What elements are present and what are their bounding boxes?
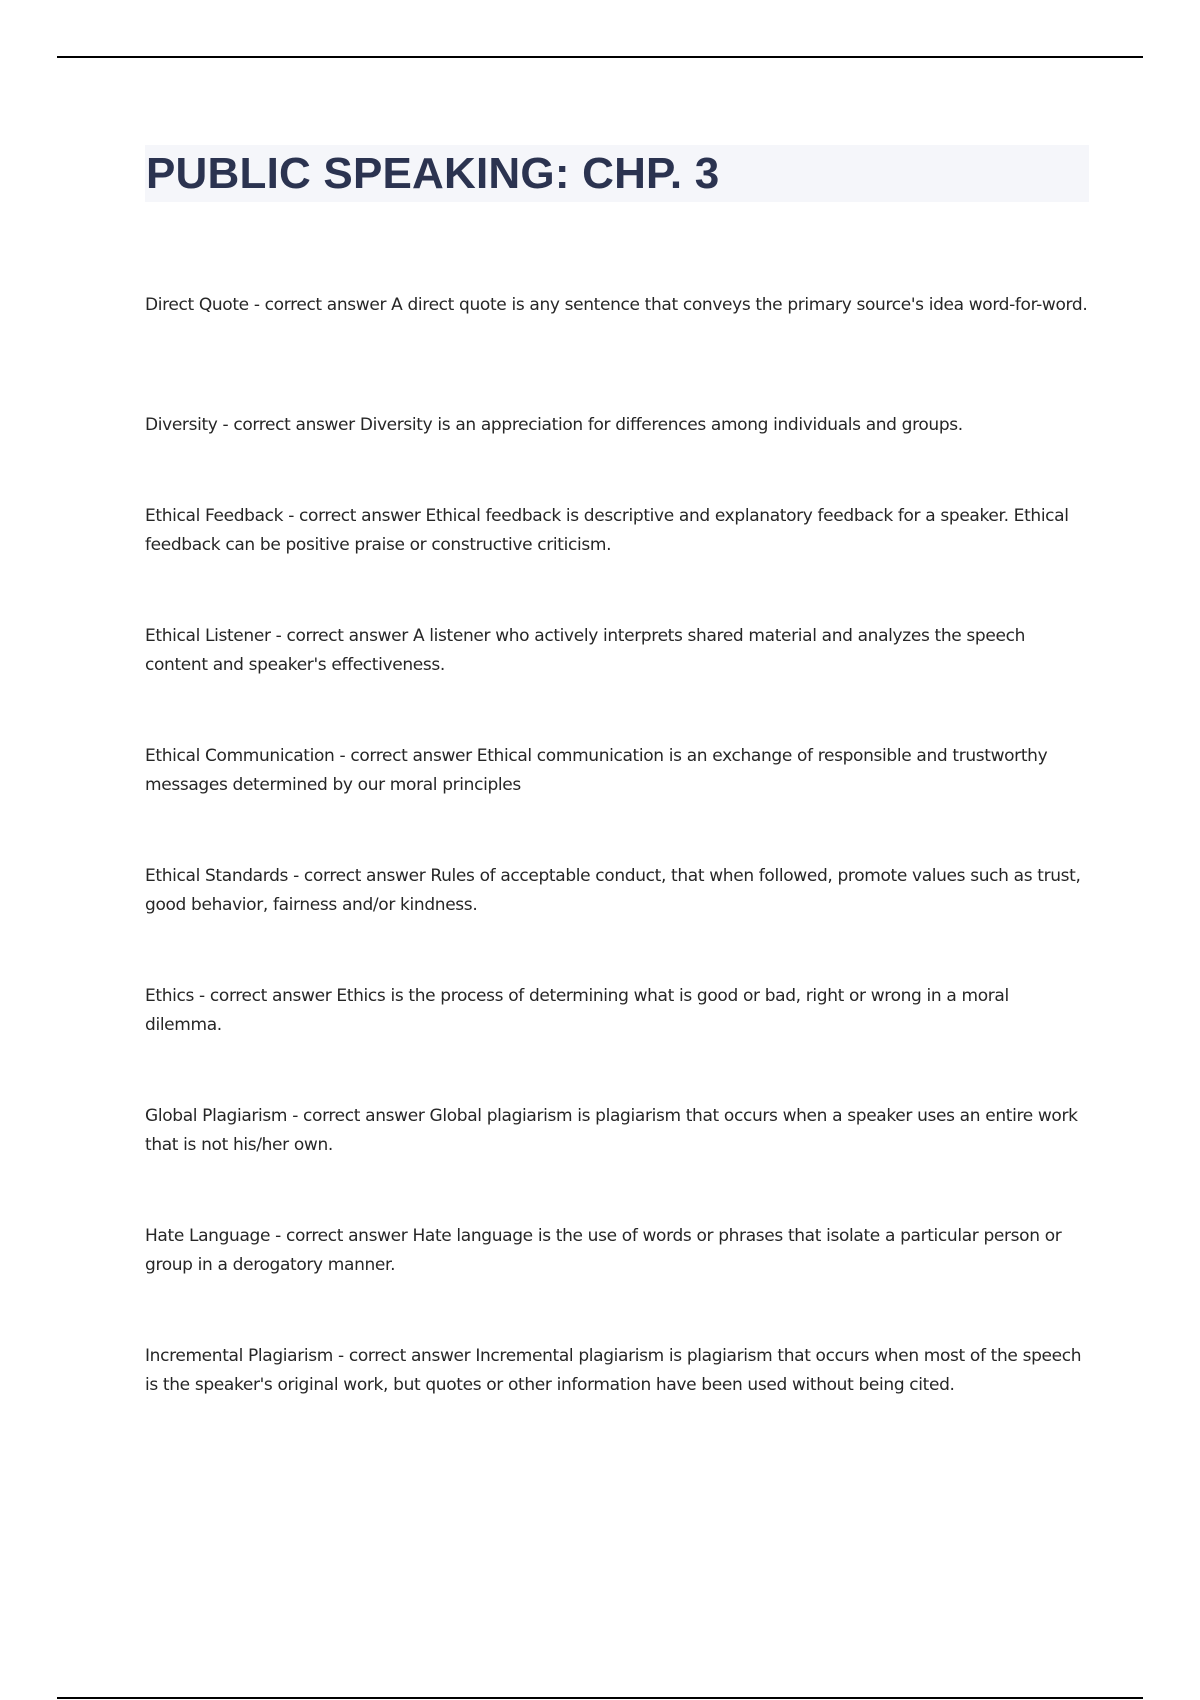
entry-global-plagiarism: Global Plagiarism - correct answer Global plagiarism is plagiarism that occurs when a speaker uses an entire work that is not his/her own. <box>145 1106 1078 1155</box>
entry-direct-quote: Direct Quote - correct answer A direct quote is any sentence that conveys the primary source's idea word-for-word. <box>145 295 1088 315</box>
entry-ethics: Ethics - correct answer Ethics is the process of determining what is good or bad, right or wrong in a moral dilemma. <box>145 986 1009 1035</box>
entry-ethical-feedback: Ethical Feedback - correct answer Ethical feedback is descriptive and explanatory feedback for a speaker. Ethical feedback can be positive praise or constructive criticism. <box>145 506 1069 555</box>
header-rule <box>57 56 1143 58</box>
page-title: PUBLIC SPEAKING: CHP. 3 <box>146 149 720 198</box>
entry-incremental-plagiarism: Incremental Plagiarism - correct answer Incremental plagiarism is plagiarism that occurs when most of the speech is the speaker's original work, but quotes or other information have been used without being cited. <box>145 1346 1082 1395</box>
entry-ethical-standards: Ethical Standards - correct answer Rules of acceptable conduct, that when followed, promote values such as trust, good behavior, fairness and/or kindness. <box>145 866 1081 915</box>
entry-ethical-listener: Ethical Listener - correct answer A listener who actively interprets shared material and analyzes the speech content and speaker's effectiveness. <box>145 626 1025 675</box>
entry-hate-language: Hate Language - correct answer Hate language is the use of words or phrases that isolate a particular person or group in a derogatory manner. <box>145 1226 1062 1275</box>
entry-diversity: Diversity - correct answer Diversity is an appreciation for differences among individuals and groups. <box>145 415 963 435</box>
footer-rule <box>57 1697 1143 1699</box>
entry-ethical-communication: Ethical Communication - correct answer Ethical communication is an exchange of responsible and trustworthy messages determined by our moral principles <box>145 746 1048 795</box>
